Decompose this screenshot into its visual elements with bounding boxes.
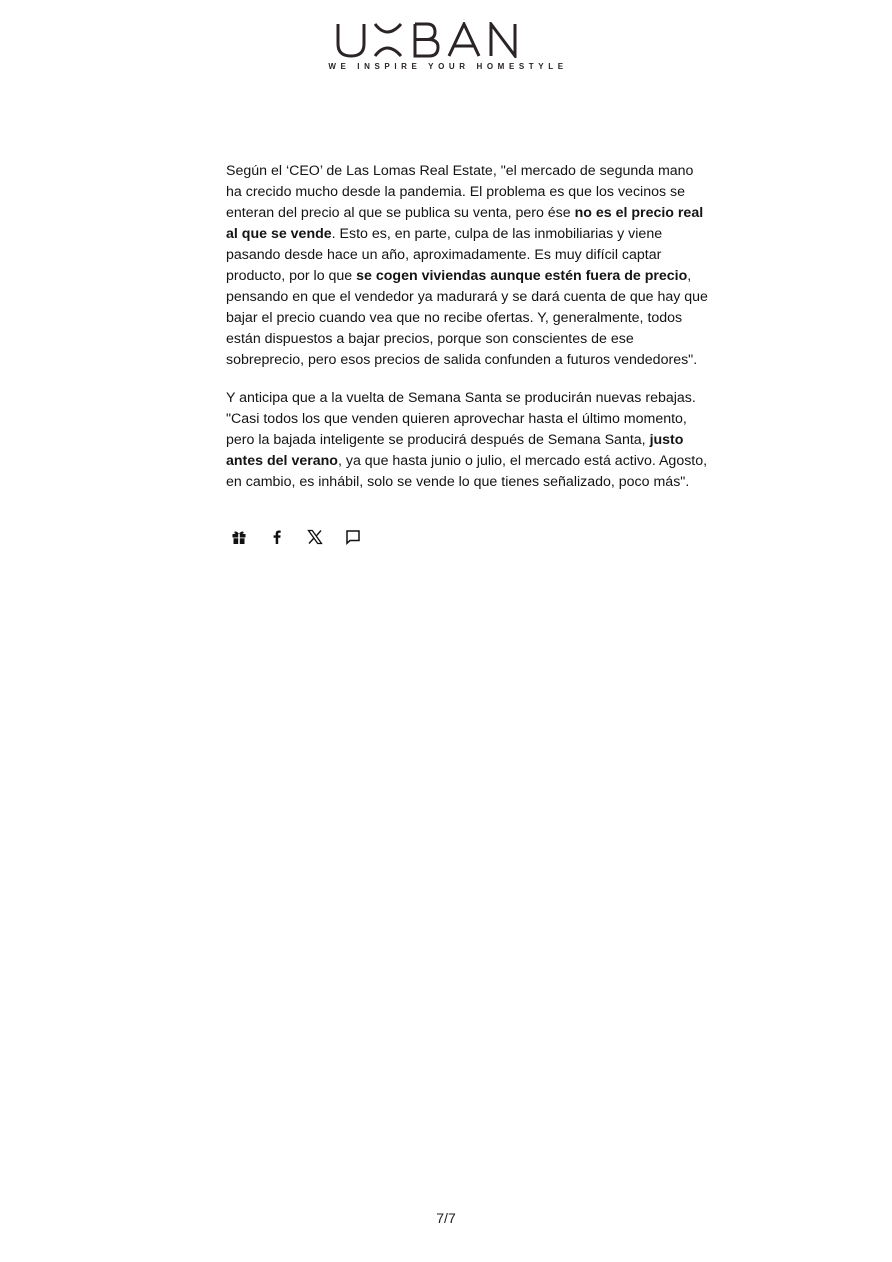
text-run: Y anticipa que a la vuelta de Semana Santa se producirán nuevas rebajas. "Casi todos los que venden quieren aprovechar hasta el último momento, pero la bajada inteligente se producirá después de Semana Santa, [226,390,696,448]
x-icon[interactable] [305,527,325,547]
comment-icon[interactable] [343,527,363,547]
logo [324,22,567,71]
facebook-icon[interactable] [267,527,287,547]
bold-text: no es el precio real al que se vende [226,205,704,242]
bold-text: se cogen viviendas aunque estén fuera de precio [356,268,688,284]
paragraph-1 [226,161,712,371]
page-number: 7/7 [436,1210,456,1226]
header [0,22,892,74]
share-bar [229,527,381,547]
tagline: WE INSPIRE YOUR HOMESTYLE [328,62,568,71]
text-run: , pensando en que el vendedor ya madurará y se dará cuenta de que hay que bajar el precio cuando vea que no recibe ofertas. Y, generalmente, todos están dispuestos a bajar precios, porque son conscientes de ese sobreprecio, pero esos precios de salida confunden a futuros vendedores". [226,268,708,368]
uxban-logo [335,22,557,58]
bold-text: justo antes del verano [226,432,684,469]
article-body [226,161,712,510]
text-run: . Esto es, en parte, culpa de las inmobiliarias y viene pasando desde hace un año, aproximadamente. Es muy difícil captar producto, por lo que [226,226,663,284]
gift-icon[interactable] [229,527,249,547]
paragraph-2 [226,388,712,493]
text-run: , ya que hasta junio o julio, el mercado está activo. Agosto, en cambio, es inhábil, solo se vende lo que tienes señalizado, poco más". [226,453,708,490]
text-run: Según el ‘CEO’ de Las Lomas Real Estate, "el mercado de segunda mano ha crecido mucho desde la pandemia. El problema es que los vecinos se enteran del precio al que se publica su venta, pero ése [226,163,694,221]
